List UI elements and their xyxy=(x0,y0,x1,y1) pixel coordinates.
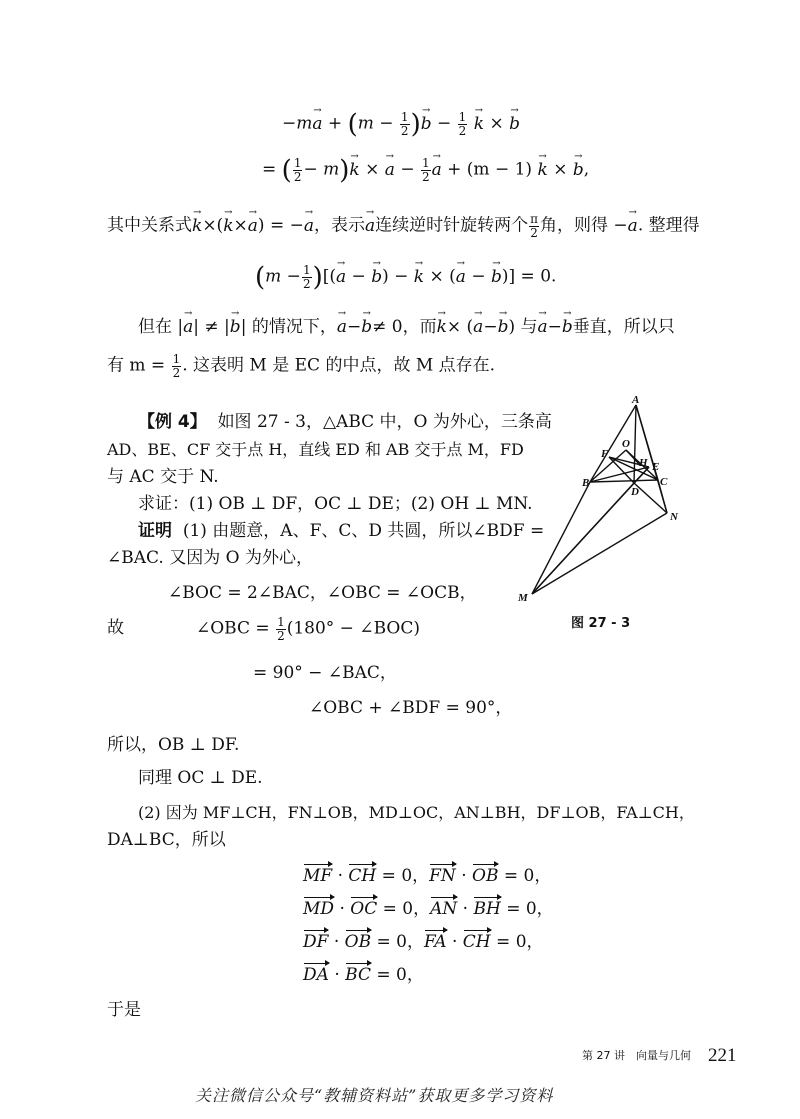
text-span: − xyxy=(483,317,498,337)
equation-boc: ∠BOC = 2∠BAC，∠OBC = ∠OCB， xyxy=(168,583,477,603)
dot-op: · xyxy=(461,866,467,886)
text-span: ≠ 0，而 xyxy=(372,317,437,337)
vector-k: → k xyxy=(349,162,359,179)
eq-term: m − xyxy=(357,113,394,134)
eq-term: − m xyxy=(303,159,340,180)
eq-op: − xyxy=(437,113,452,134)
eq-term: −m xyxy=(282,113,313,134)
vector-fa: FA xyxy=(423,932,447,952)
equation-line-1: −m→ a + (m − $\frac{1}{2}$ )→ b − $\frac{1}{2}$ → k × → b xyxy=(282,111,520,138)
vector-bc: BC xyxy=(345,965,371,985)
vector-md: MD xyxy=(303,899,335,919)
vector-k: → k xyxy=(223,218,233,235)
dot-product-line-2 xyxy=(303,901,554,918)
vector-an: AN xyxy=(430,899,458,919)
vector-a: → a xyxy=(336,269,346,286)
eq-op: × xyxy=(365,159,380,180)
eq-op: = 0， xyxy=(503,866,552,886)
figure-lines xyxy=(532,405,667,594)
eq-op: = 0， xyxy=(506,899,554,919)
dot-op: · xyxy=(339,899,345,919)
label-n: N xyxy=(670,511,678,523)
text-span: 如图 27 - 3，△ABC 中，O 为外心，三条高 xyxy=(217,412,552,432)
eq-op: )] = 0. xyxy=(501,266,557,287)
vector-b: → b xyxy=(491,269,502,286)
vector-df: DF xyxy=(303,932,329,952)
fraction-half: $\frac{1}{2}$ xyxy=(293,156,302,184)
text-span: ) = − xyxy=(257,215,304,236)
eq-op: = 0， xyxy=(382,899,431,919)
vector-k: → k xyxy=(537,162,547,179)
text-span: ×( xyxy=(202,215,224,236)
vector-ob: OB xyxy=(472,866,499,886)
figure-27-3 xyxy=(510,395,680,605)
dot-op: · xyxy=(334,965,340,985)
vector-a: → a xyxy=(628,218,638,235)
eq-term: m − xyxy=(265,266,301,287)
text-span: (1) 由题意，A、F、C、D 共圆，所以∠BDF = xyxy=(182,521,545,541)
text-span: 角，则得 − xyxy=(540,215,628,236)
vector-k: → k xyxy=(437,319,447,336)
eq-op: + xyxy=(327,113,343,134)
paragraph-conclusion-line-1 xyxy=(138,319,675,336)
text-span: 有 m = xyxy=(107,355,166,376)
eq-op: [( xyxy=(322,266,336,287)
fraction-pi-half: $\frac{\pi}{2}$ xyxy=(530,212,539,240)
equation-90: = 90° − ∠BAC， xyxy=(253,663,397,683)
label-b: B xyxy=(582,477,590,489)
gu-label: 故 xyxy=(107,618,124,638)
vector-b: → b xyxy=(421,116,432,133)
fraction-half: $\frac{1}{2}$ xyxy=(172,352,181,380)
proof-line-1 xyxy=(138,523,544,540)
page-number: 221 xyxy=(708,1045,737,1066)
vector-a: → a xyxy=(538,319,548,336)
vector-b: → b xyxy=(498,319,509,336)
text-span: 连续逆时针旋转两个 xyxy=(375,215,529,236)
text-span: . 整理得 xyxy=(637,215,700,236)
label-e: E xyxy=(652,461,660,473)
eq-op: , xyxy=(583,159,590,180)
vector-mf: MF xyxy=(303,866,333,886)
vector-b: → b xyxy=(361,319,372,336)
dot-product-line-1 xyxy=(303,868,551,885)
text-span: | ≠ | xyxy=(193,317,230,337)
eq-op: = 0， xyxy=(496,932,544,952)
conclusion-1: 所以，OB ⊥ DF. xyxy=(107,735,240,755)
vector-ob: OB xyxy=(344,932,372,952)
label-d: D xyxy=(631,486,639,498)
vector-a: → a xyxy=(304,218,314,235)
fraction-half: $\frac{1}{2}$ xyxy=(421,156,430,184)
label-m: M xyxy=(518,592,528,604)
vector-a: → a xyxy=(385,162,395,179)
text-span: ∠OBC = xyxy=(196,618,270,639)
vector-bh: BH xyxy=(473,899,501,919)
part2-line-1: (2) 因为 MF⊥CH，FN⊥OB，MD⊥OC，AN⊥BH，DF⊥OB，FA⊥CH， xyxy=(138,803,695,822)
prove-statement: 求证：(1) OB ⊥ DF，OC ⊥ DE；(2) OH ⊥ MN. xyxy=(138,494,533,514)
vector-b: → b xyxy=(509,116,520,133)
text-span: × ( xyxy=(446,317,474,337)
eq-op: = xyxy=(262,159,277,180)
dot-product-line-3 xyxy=(303,934,544,951)
vector-a: → a xyxy=(248,218,258,235)
label-h: H xyxy=(639,457,648,469)
eq-op: − xyxy=(400,159,415,180)
yushi-text: 于是 xyxy=(107,1000,141,1020)
eq-op: = 0， xyxy=(376,965,424,985)
figure-caption: 图 27 - 3 xyxy=(571,616,631,631)
text-span: ，表示 xyxy=(313,215,365,236)
vector-a: → a xyxy=(432,162,442,179)
example-line-2: AD、BE、CF 交于点 H，直线 ED 和 AB 交于点 M，FD xyxy=(107,440,524,459)
eq-op: × xyxy=(489,113,504,134)
dot-op: · xyxy=(462,899,469,919)
equation-sum: ∠OBC + ∠BDF = 90°， xyxy=(309,698,513,718)
fraction-half: $\frac{1}{2}$ xyxy=(400,110,409,138)
proof-line-2: ∠BAC. 又因为 O 为外心， xyxy=(107,548,313,568)
dot-op: · xyxy=(451,932,458,952)
vector-a: → a xyxy=(183,319,193,336)
vector-b: → b xyxy=(573,162,584,179)
label-f: F xyxy=(601,448,609,460)
eq-op: × xyxy=(553,159,568,180)
text-span: 垂直，所以只 xyxy=(572,317,675,337)
part2-line-2: DA⊥BC，所以 xyxy=(107,830,226,850)
vector-a: → a xyxy=(312,116,322,133)
paragraph-conclusion-line-2 xyxy=(107,353,495,379)
label-c: C xyxy=(660,476,668,488)
fraction-half: $\frac{1}{2}$ xyxy=(302,263,311,291)
text-span: 但在 | xyxy=(138,317,184,337)
eq-op: ) − xyxy=(382,266,409,287)
vector-oc: OC xyxy=(350,899,378,919)
vector-k: → k xyxy=(474,116,484,133)
eq-op: × ( xyxy=(429,266,456,287)
paragraph-relation xyxy=(107,213,700,239)
fraction-half: $\frac{1}{2}$ xyxy=(277,615,285,643)
chapter-footer: 第 27 讲 向量与几何 xyxy=(582,1049,691,1062)
vector-b: → b xyxy=(230,319,241,336)
dot-op: · xyxy=(337,866,344,886)
text-span: × xyxy=(233,215,248,236)
vector-fn: FN xyxy=(429,866,456,886)
text-span: − xyxy=(346,317,362,337)
vector-b: → b xyxy=(562,319,573,336)
dot-product-line-4 xyxy=(303,967,424,984)
label-a: A xyxy=(632,395,640,406)
conclusion-similar: 同理 OC ⊥ DE. xyxy=(138,768,263,788)
vector-a: → a xyxy=(337,319,347,336)
vector-a: → a xyxy=(456,269,466,286)
example-label: 【例 4】 xyxy=(138,412,207,432)
equation-obc xyxy=(196,616,420,642)
example-line-3: 与 AC 交于 N. xyxy=(107,467,219,487)
proof-label: 证明 xyxy=(138,521,172,541)
eq-op: − xyxy=(351,266,366,287)
vector-da: DA xyxy=(303,965,329,985)
text-span: 其中关系式 xyxy=(107,215,192,236)
text-span: . 这表明 M 是 EC 的中点，故 M 点存在. xyxy=(182,355,496,376)
eq-op: = 0， xyxy=(376,932,424,952)
vector-k: → k xyxy=(192,218,202,235)
vector-a: → a xyxy=(473,319,483,336)
eq-op: = 0， xyxy=(381,866,430,886)
eq-op: − xyxy=(471,266,486,287)
fraction-half: $\frac{1}{2}$ xyxy=(458,110,467,138)
text-span: | 的情况下， xyxy=(240,317,337,337)
vector-ch: CH xyxy=(348,866,377,886)
equation-line-2: = ( $\frac{1}{2}$ − m)→ k × → a − $\frac{1}{2}$ → a + (m − 1) → k × → b, xyxy=(262,157,589,184)
example-heading-line xyxy=(138,414,552,431)
watermark-text: 关注微信公众号“教辅资料站”获取更多学习资料 xyxy=(195,1086,554,1105)
text-span: − xyxy=(547,317,562,337)
eq-term: + (m − 1) xyxy=(447,159,533,180)
vector-ch: CH xyxy=(462,932,491,952)
text-span: ) 与 xyxy=(508,317,538,337)
dot-op: · xyxy=(333,932,340,952)
text-span: (180° − ∠BOC) xyxy=(286,618,420,639)
label-o: O xyxy=(622,438,630,450)
equation-line-3: (m − $\frac{1}{2}$ )[(→ a − → b) − → k × (→ a − → b)] = 0. xyxy=(255,264,556,291)
vector-a: → a xyxy=(365,218,375,235)
vector-k: → k xyxy=(414,269,424,286)
vector-b: → b xyxy=(371,269,382,286)
